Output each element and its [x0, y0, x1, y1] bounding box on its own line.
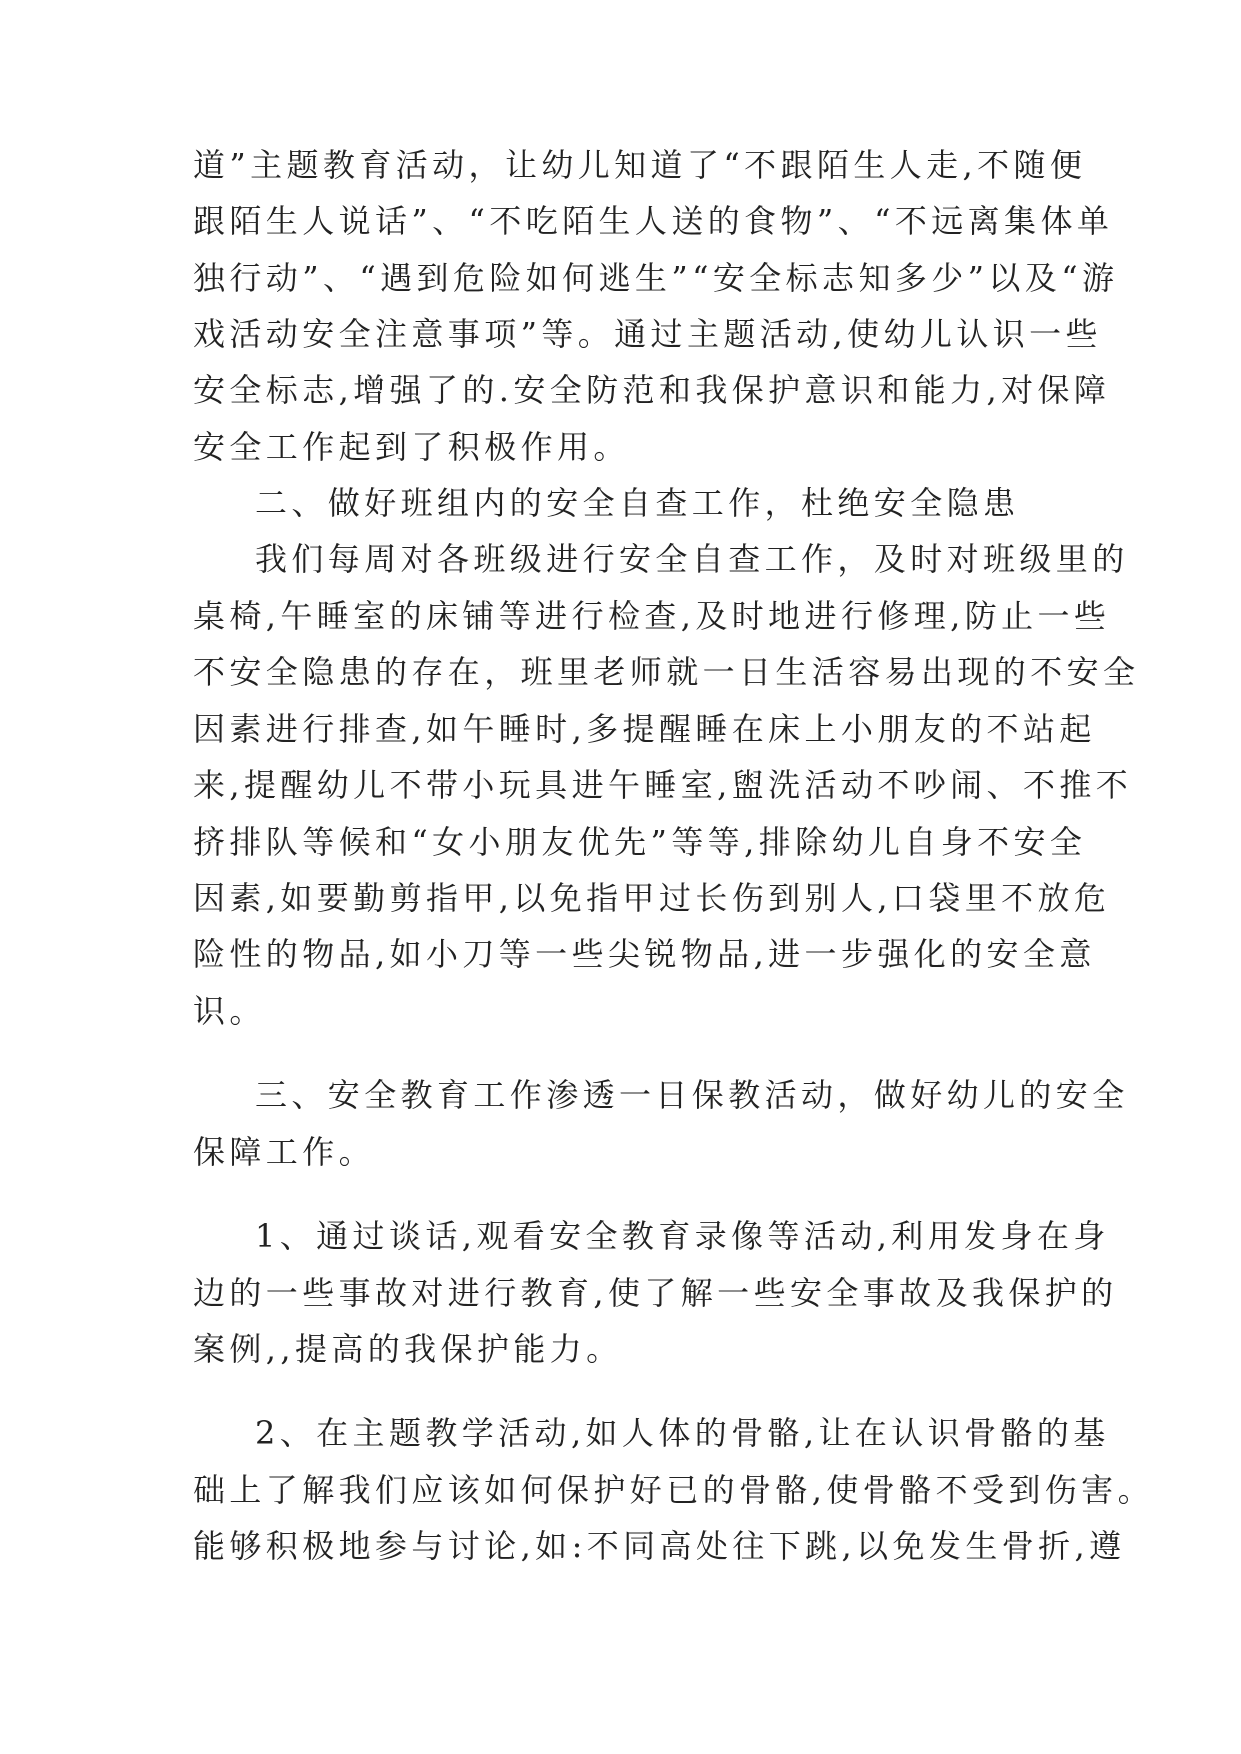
text-line: 跟陌生人说话”、“不吃陌生人送的食物”、“不远离集体单 — [193, 202, 1114, 240]
text-line: 安全标志,增强了的.安全防范和我保护意识和能力,对保障 — [193, 371, 1111, 409]
text-line: 能够积极地参与讨论,如:不同高处往下跳,以免发生骨折,遵 — [193, 1527, 1126, 1565]
section-heading: 三、安全教育工作渗透一日保教活动，做好幼儿的安全 — [255, 1076, 1129, 1114]
text-line: 挤排队等候和“女小朋友优先”等等,排除幼儿自身不安全 — [193, 823, 1087, 861]
text-line: 因素进行排查,如午睡时,多提醒睡在床上小朋友的不站起 — [193, 710, 1096, 748]
text-line: 道”主题教育活动，让幼儿知道了“不跟陌生人走,不随便 — [193, 146, 1087, 184]
text-line: 险性的物品,如小刀等一些尖锐物品,进一步强化的安全意 — [193, 935, 1096, 973]
text-line: 独行动”、“遇到危险如何逃生”“安全标志知多少”以及“游 — [193, 259, 1119, 297]
paragraph-first-line: 我们每周对各班级进行安全自查工作，及时对班级里的 — [255, 540, 1129, 578]
text-line: 保障工作。 — [193, 1133, 376, 1171]
text-line: 因素,如要勤剪指甲,以免指甲过长伤到别人,口袋里不放危 — [193, 879, 1111, 917]
text-line: 识。 — [193, 992, 266, 1030]
section-heading: 二、做好班组内的安全自查工作，杜绝安全隐患 — [255, 484, 1020, 522]
text-line: 边的一些事故对进行教育,使了解一些安全事故及我保护的 — [193, 1274, 1118, 1312]
text-line: 安全工作起到了积极作用。 — [193, 428, 630, 466]
text-line: 来,提醒幼儿不带小玩具进午睡室,盥洗活动不吵闹、不推不 — [193, 766, 1133, 804]
text-line: 础上了解我们应该如何保护好已的骨骼,使骨骼不受到伤害。 — [193, 1471, 1154, 1509]
list-item-first-line: 1、通过谈话,观看安全教育录像等活动,利用发身在身 — [255, 1217, 1110, 1255]
text-line: 戏活动安全注意事项”等。通过主题活动,使幼儿认识一些 — [193, 315, 1102, 353]
text-line: 不安全隐患的存在，班里老师就一日生活容易出现的不安全 — [193, 653, 1140, 691]
text-line: 案例,,提高的我保护能力。 — [193, 1330, 623, 1368]
list-item-first-line: 2、在主题教学活动,如人体的骨骼,让在认识骨骼的基 — [255, 1414, 1110, 1452]
text-line: 桌椅,午睡室的床铺等进行检查,及时地进行修理,防止一些 — [193, 597, 1111, 635]
